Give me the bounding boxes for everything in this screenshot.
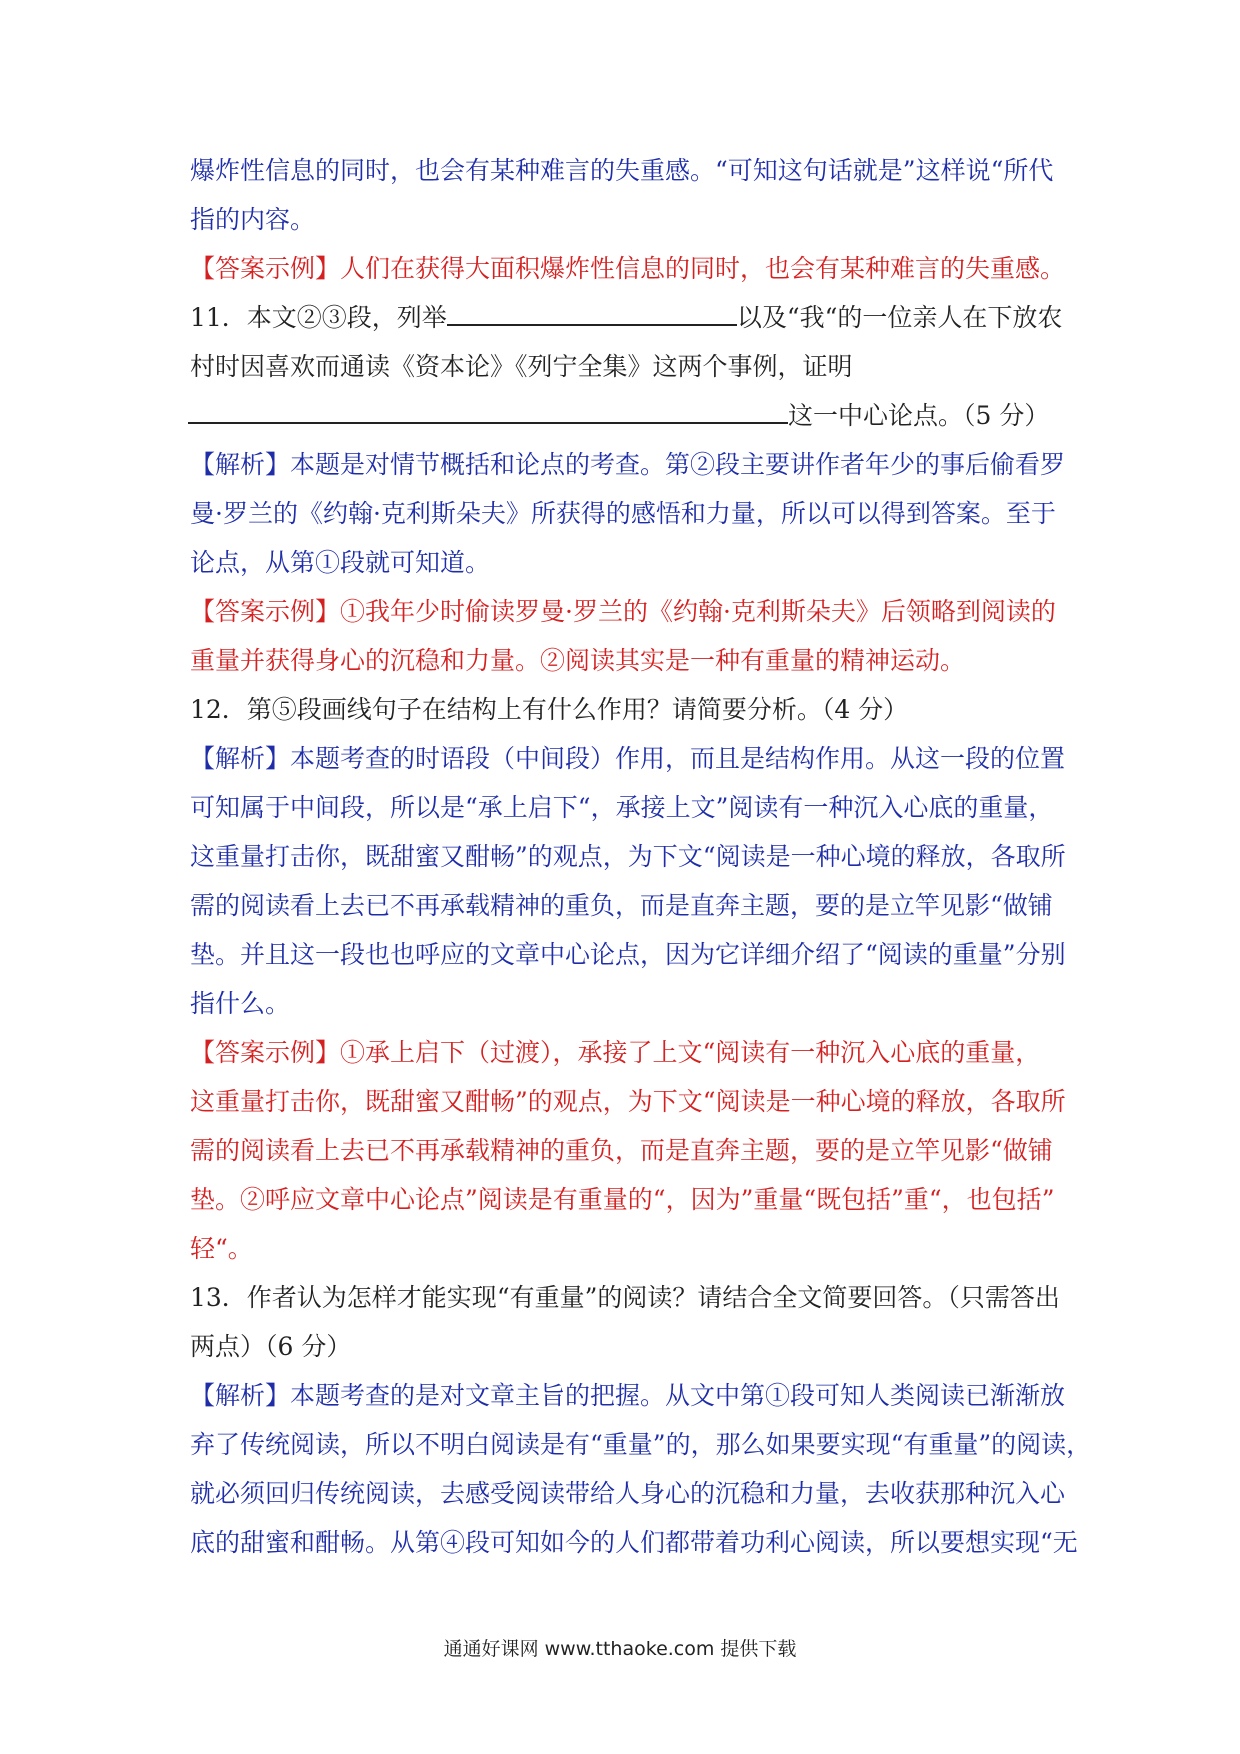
document-body — [190, 146, 1092, 1567]
question-line: 村时因喜欢而通读《资本论》《列宁全集》这两个事例，证明 — [190, 352, 853, 381]
analysis-line: 指什么。 — [190, 989, 291, 1018]
answer-line: 轻“。 — [190, 1234, 253, 1263]
analysis-line: 曼·罗兰的《约翰·克利斯朵夫》所获得的感悟和力量，所以可以得到答案。至于 — [190, 499, 1056, 528]
question-line: 两点）（6 分） — [190, 1332, 352, 1361]
question-11-line — [190, 391, 1060, 440]
question-11-text-after: 这一中心论点。（5 分） — [788, 401, 1050, 430]
fill-blank — [188, 392, 788, 424]
answer-line: 【答案示例】①承上启下（过渡），承接了上文“阅读有一种沉入心底的重量， — [190, 1038, 1041, 1067]
answer-line: 【答案示例】人们在获得大面积爆炸性信息的同时，也会有某种难言的失重感。 — [190, 254, 1066, 283]
answer-line: 需的阅读看上去已不再承载精神的重负，而是直奔主题，要的是立竿见影“做铺 — [190, 1136, 1053, 1165]
analysis-line: 弃了传统阅读，所以不明白阅读是有“重量”的，那么如果要实现“有重量”的阅读， — [190, 1430, 1092, 1459]
analysis-line: 【解析】本题考查的时语段（中间段）作用，而且是结构作用。从这一段的位置 — [190, 744, 1066, 773]
answer-line: 重量并获得身心的沉稳和力量。②阅读其实是一种有重量的精神运动。 — [190, 646, 966, 675]
analysis-line: 需的阅读看上去已不再承载精神的重负，而是直奔主题，要的是立竿见影“做铺 — [190, 891, 1053, 920]
analysis-line: 就必须回归传统阅读，去感受阅读带给人身心的沉稳和力量，去收获那种沉入心 — [190, 1479, 1066, 1508]
question-11-text-after: 以及“我“的一位亲人在下放农 — [736, 303, 1063, 332]
question-11-text: 11．本文②③段，列举 — [190, 303, 447, 332]
analysis-line: 这重量打击你，既甜蜜又酣畅”的观点，为下文“阅读是一种心境的释放，各取所 — [190, 842, 1066, 871]
answer-line: 这重量打击你，既甜蜜又酣畅”的观点，为下文“阅读是一种心境的释放，各取所 — [190, 1087, 1066, 1116]
answer-line: 【答案示例】①我年少时偷读罗曼·罗兰的《约翰·克利斯朵夫》后领略到阅读的 — [190, 597, 1056, 626]
answer-line: 垫。②呼应文章中心论点”阅读是有重量的“，因为”重量“既包括”重“，也包括” — [190, 1185, 1055, 1214]
question-11-line — [190, 293, 1063, 342]
page-footer: 通通好课网 www.tthaoke.com 提供下载 — [443, 1638, 797, 1660]
question-line: 13．作者认为怎样才能实现“有重量”的阅读？请结合全文简要回答。（只需答出 — [190, 1283, 1060, 1312]
text-line: 爆炸性信息的同时，也会有某种难言的失重感。“可知这句话就是”这样说“所代 — [190, 156, 1054, 185]
question-line: 12．第⑤段画线句子在结构上有什么作用？请简要分析。（4 分） — [190, 695, 909, 724]
fill-blank — [447, 294, 737, 326]
analysis-line: 【解析】本题考查的是对文章主旨的把握。从文中第①段可知人类阅读已渐渐放 — [190, 1381, 1066, 1410]
analysis-line: 【解析】本题是对情节概括和论点的考查。第②段主要讲作者年少的事后偷看罗 — [190, 450, 1066, 479]
analysis-line: 论点，从第①段就可知道。 — [190, 548, 491, 577]
analysis-line: 可知属于中间段，所以是“承上启下“，承接上文”阅读有一种沉入心底的重量， — [190, 793, 1054, 822]
text-line: 指的内容。 — [190, 205, 316, 234]
analysis-line: 垫。并且这一段也也呼应的文章中心论点，因为它详细介绍了“阅读的重量”分别 — [190, 940, 1066, 969]
analysis-line: 底的甜蜜和酣畅。从第④段可知如今的人们都带着功利心阅读，所以要想实现“无 — [190, 1528, 1078, 1557]
